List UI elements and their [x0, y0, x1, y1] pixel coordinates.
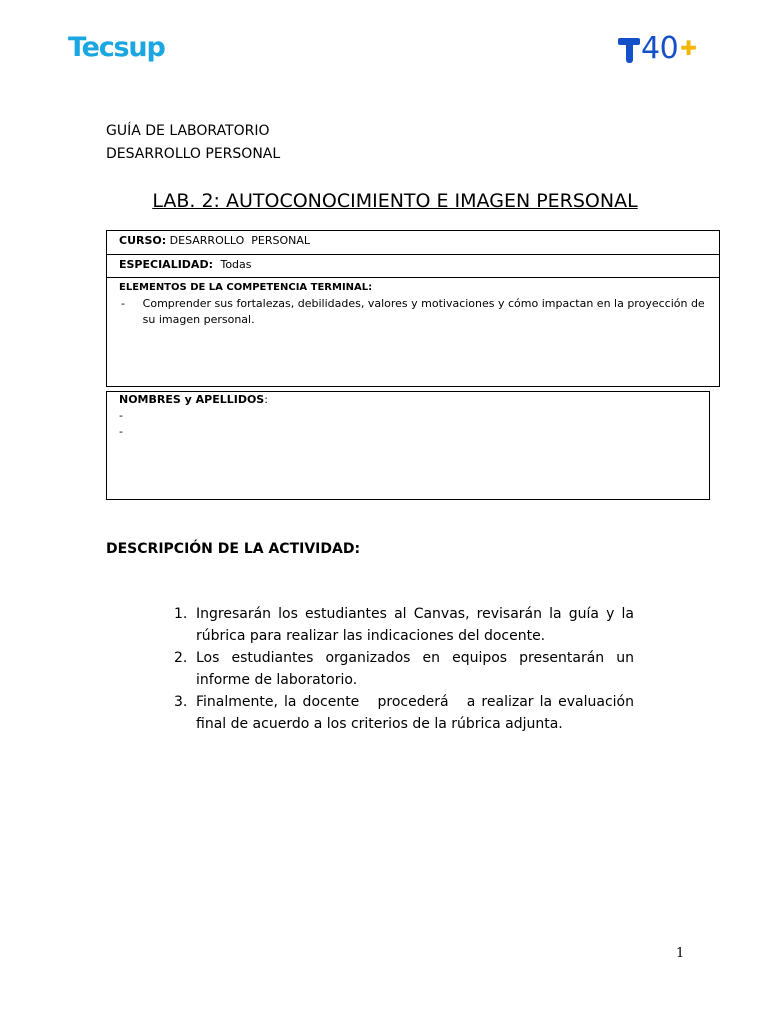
list-item [166, 691, 639, 735]
competencia-label: ELEMENTOS DE LA COMPETENCIA TERMINAL: [119, 282, 373, 293]
names-box [106, 391, 710, 500]
especialidad-label: ESPECIALIDAD: [119, 258, 213, 271]
list-item-number: 2. [174, 650, 188, 666]
names-label: NOMBRES y APELLIDOS [119, 393, 265, 406]
guide-type-heading: GUÍA DE LABORATORIO [106, 123, 270, 139]
list-item-text: Ingresarán los estudiantes al Canvas, revisarán la guía y la rúbrica para realizar las indicaciones del docente. [196, 606, 634, 644]
names-header [119, 392, 697, 408]
curso-value: DESARROLLO PERSONAL [169, 234, 310, 247]
course-heading: DESARROLLO PERSONAL [106, 146, 281, 162]
t40-t-glyph [618, 34, 640, 64]
list-item-number: 3. [174, 694, 188, 710]
name-entry: - [119, 409, 123, 422]
tecsup-logo: Tecsup [68, 32, 165, 63]
activity-list [166, 603, 639, 735]
especialidad-value: Todas [220, 258, 252, 271]
t40-number: 40 [641, 31, 679, 66]
curso-label: CURSO: [119, 234, 167, 247]
activity-description-title: DESCRIPCIÓN DE LA ACTIVIDAD: [106, 541, 361, 557]
competencia-text: Comprender sus fortalezas, debilidades, valores y motivaciones y cómo impactan en la proyección de su imagen personal. [142, 297, 705, 326]
list-item-text: Los estudiantes organizados en equipos presentarán un informe de laboratorio. [196, 650, 634, 688]
competencia-row [107, 278, 720, 387]
curso-row [107, 231, 720, 255]
list-item [166, 603, 634, 647]
list-item [166, 647, 634, 691]
course-info-table [106, 230, 720, 387]
page-number: 1 [676, 946, 685, 961]
names-colon: : [264, 393, 268, 406]
list-item-number: 1. [174, 606, 188, 622]
competencia-bullet: - [121, 297, 125, 310]
list-item-text: Finalmente, la docente procederá a realizar la evaluación final de acuerdo a los criterios de la rúbrica adjunta. [196, 694, 639, 732]
name-entry: - [119, 425, 123, 438]
t40-logo [618, 31, 697, 67]
plus-icon: ✚ [680, 36, 697, 60]
lab-title: LAB. 2: AUTOCONOCIMIENTO E IMAGEN PERSONAL [152, 190, 638, 212]
competencia-item [119, 296, 707, 328]
especialidad-row [107, 255, 720, 278]
